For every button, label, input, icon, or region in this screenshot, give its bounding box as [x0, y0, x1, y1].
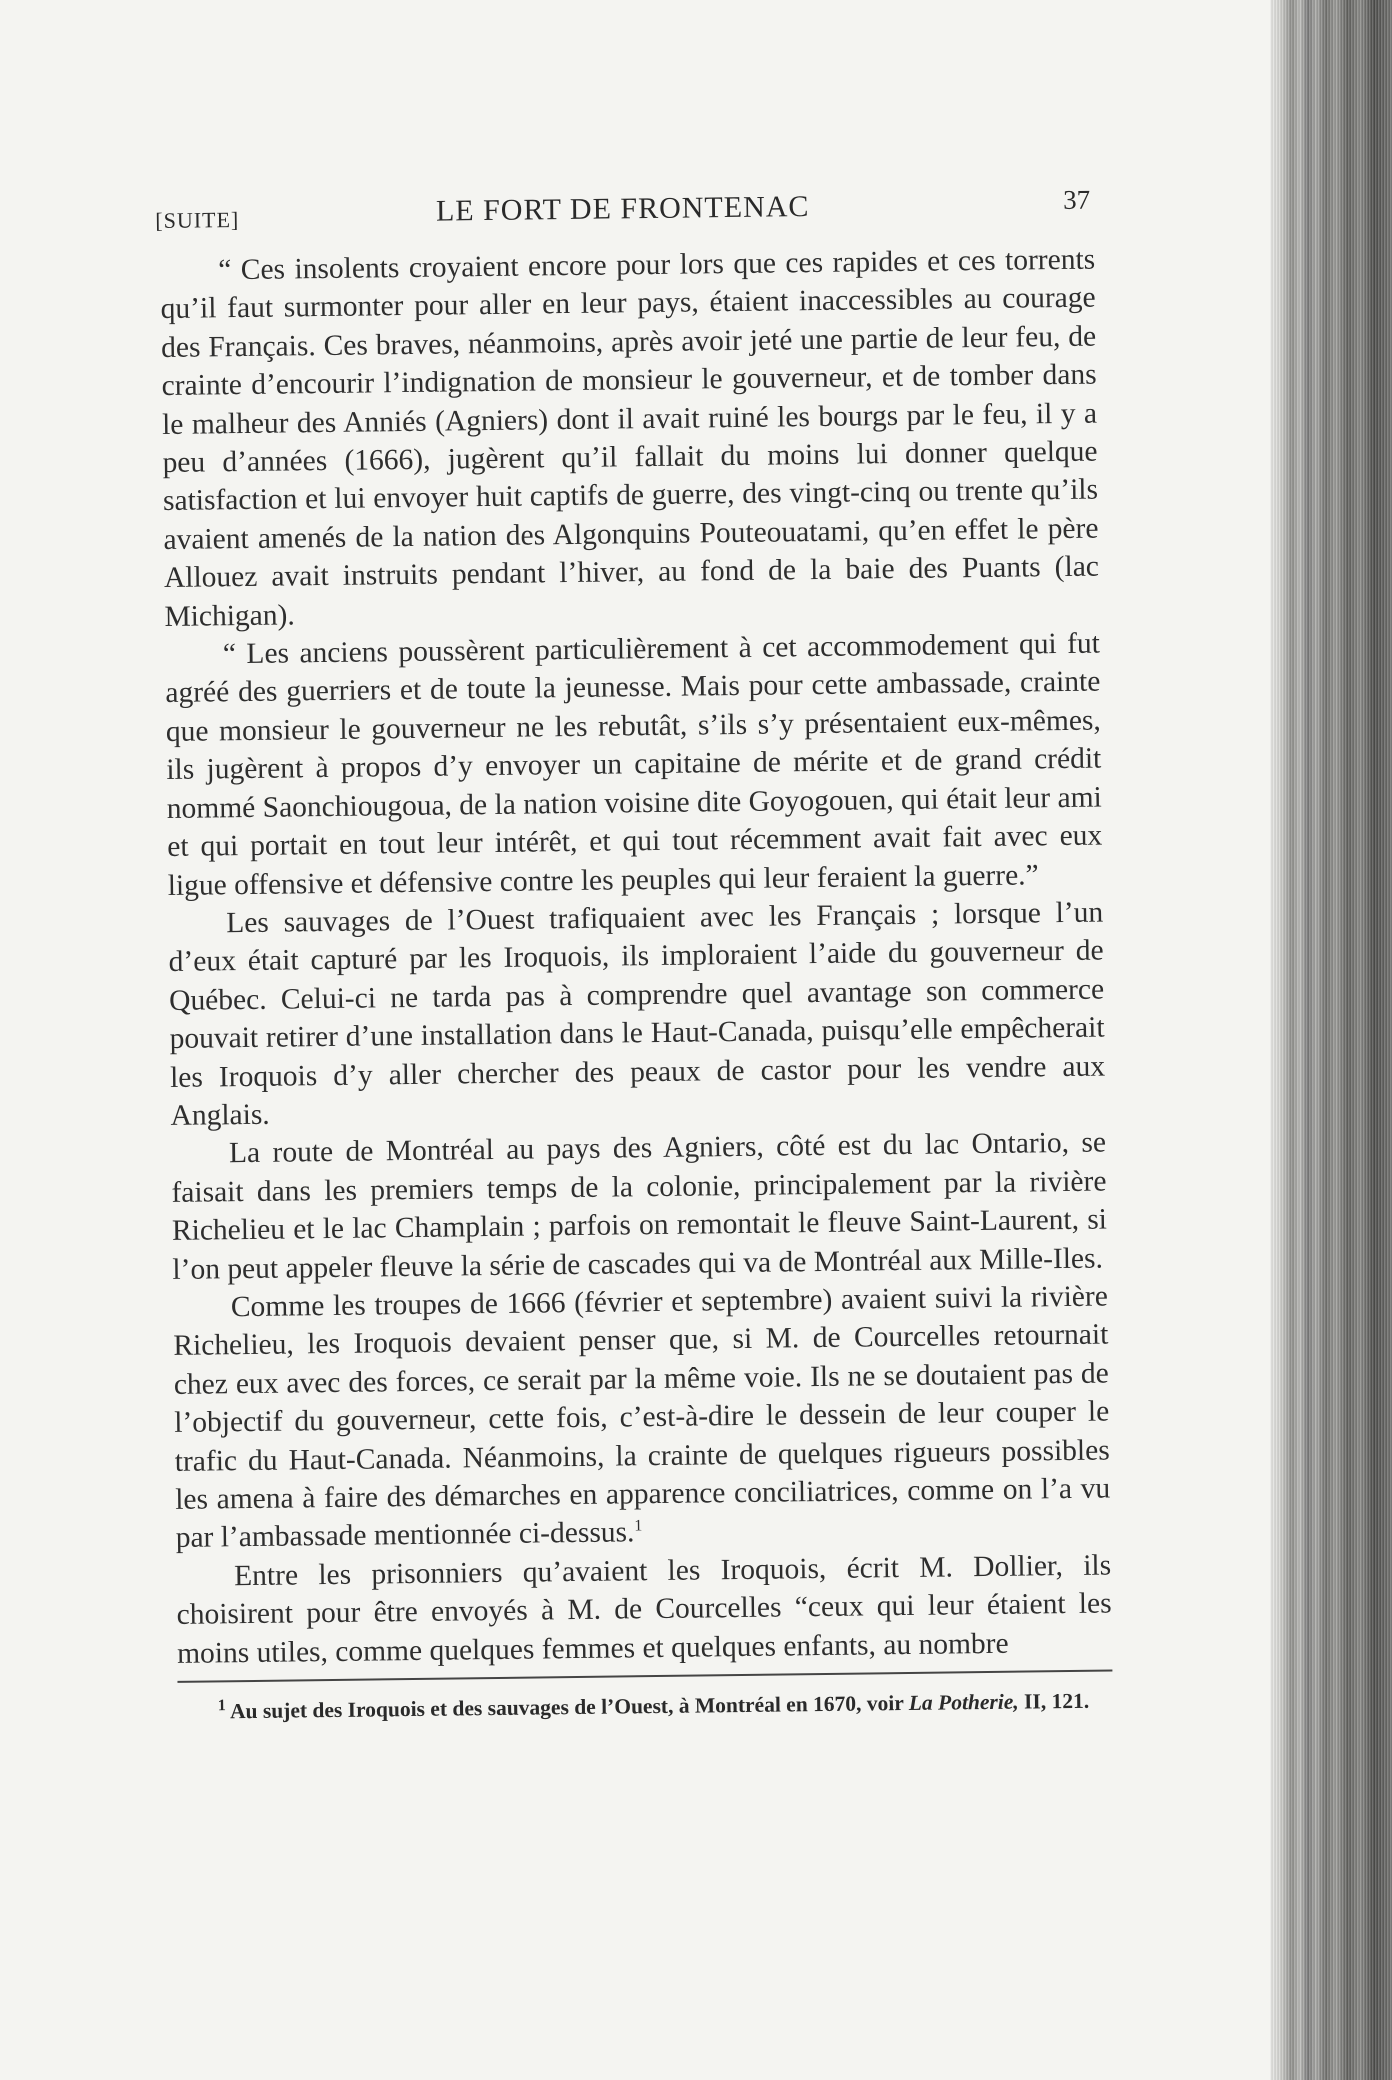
paragraph: “ Les anciens poussèrent particulièrement à cet accommodement qui fut agréé des guerriers et de toute la jeunesse. Mais pour cette ambassade, crainte que monsieur le gouverneur ne les rebutât, s’ils s’y présentaient eux-mêmes, ils jugèrent à propos d’y envoyer un capitaine de mérite et de grand crédit nommé Saonchiougoua, de la nation voisine dite Goyogouen, qui était leur ami et qui portait en tout leur intérêt, et qui tout récemment avait fait avec eux ligue offensive et défensive contre les peuples qui leur feraient la guerre.”: [165, 627, 1103, 902]
body-text: [160, 241, 1113, 1727]
footnote-work-title: La Potherie,: [908, 1689, 1019, 1715]
paragraph: Les sauvages de l’Ouest trafiquaient avec les Français ; lorsque l’un d’eux était capturé par les Iroquois, ils imploraient l’aide du gouverneur de Québec. Celui-ci ne tarda pas à comprendre quel avantage son commerce pouvait retirer d’une installation dans le Haut-Canada, puisqu’elle empêcherait les Iroquois d’y aller chercher des peaux de castor pour les vendre aux Anglais.: [168, 896, 1106, 1132]
paragraph: Entre les prisonniers qu’avaient les Iroquois, écrit M. Dollier, ils choisirent pour être envoyés à M. de Courcelles “ceux qui leur étaient les moins utiles, comme quelques femmes et quelques enfants, au nombre: [176, 1549, 1112, 1670]
running-head: [155, 185, 1090, 236]
footnote-reference: 1: [634, 1517, 643, 1535]
footnote-rule: [177, 1670, 1112, 1683]
footnote-marker: 1: [217, 1697, 226, 1715]
footnote: [178, 1686, 1113, 1727]
paragraph: La route de Montréal au pays des Agniers, côté est du lac Ontario, se faisait dans les premiers temps de la colonie, principalement par la rivière Richelieu et le lac Champlain ; parfois on remontait le fleuve Saint-Laurent, si l’on peut appeler fleuve la série de cascades qui va de Montréal aux Mille-Iles.: [171, 1126, 1108, 1286]
paragraph-text: Comme les troupes de 1666 (février et septembre) avaient suivi la rivière Richelieu, les Iroquois devaient penser que, si M. de Courcelles retournait chez eux avec des forces, ce serait par la même voie. Ils ne se doutaient pas de l’objectif du gouverneur, cette fois, c’est-à-dire le dessein de leur couper le trafic du Haut-Canada. Néanmoins, la crainte de quelques rigueurs possibles les amena à faire des démarches en apparence conciliatrices, comme on l’a vu par l’ambassade mentionnée ci-dessus.: [173, 1280, 1111, 1555]
running-head-title: LE FORT DE FRONTENAC: [435, 190, 810, 228]
running-head-section: [SUITE]: [155, 206, 240, 233]
paragraph: [173, 1277, 1111, 1557]
paragraph: “ Ces insolents croyaient encore pour lors que ces rapides et ces torrents qu’il faut surmonter pour aller en leur pays, étaient inaccessibles au courage des Français. Ces braves, néanmoins, après avoir jeté une partie de leur feu, de crainte d’encourir l’indignation de monsieur le gouverneur, et de tomber dans le malheur des Anniés (Agniers) dont il avait ruiné les bourgs par le feu, il y a peu d’années (1666), jugèrent qu’il fallait du moins lui donner quelque satisfaction et lui envoyer huit captifs de guerre, des vingt-cinq ou trente qu’ils avaient amenés de la nation des Algonquins Pouteouatami, qu’en effet le père Allouez avait instruits pendant l’hiver, au fond de la baie des Puants (lac Michigan).: [160, 243, 1100, 633]
footnote-reference-pages: II, 121.: [1023, 1688, 1090, 1714]
page-stack-edge: [1270, 0, 1392, 2080]
page-number: 37: [1062, 184, 1091, 215]
footnote-text: Au sujet des Iroquois et des sauvages de l’Ouest, à Montréal en 1670, voir: [229, 1691, 904, 1724]
